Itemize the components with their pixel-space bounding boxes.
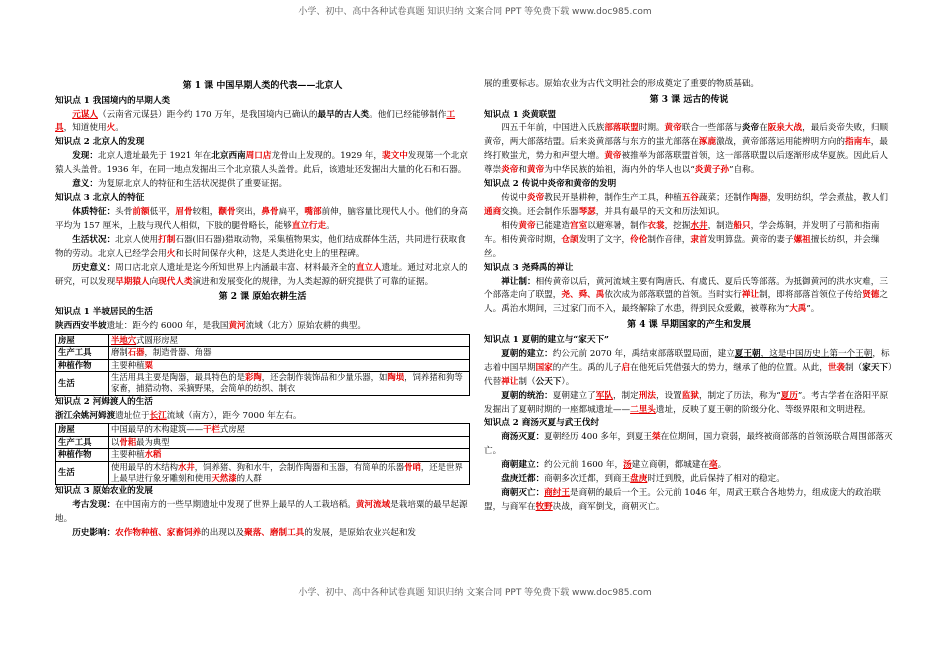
- banpo-intro: [55, 320, 470, 334]
- text: 制（: [518, 376, 536, 387]
- text: 教民开垦耕种，制作生产工具，种植: [544, 193, 682, 204]
- label: 商朝建立：: [501, 460, 545, 471]
- text: 遗址：距今约 6000 年，是我国: [106, 320, 229, 331]
- label: 生活状况：: [72, 234, 116, 245]
- text: 被推举为部落联盟首领，这一部落联盟以后逐渐形成华夏族。因此后人尊崇: [484, 151, 888, 176]
- term: 黄帝: [664, 123, 682, 134]
- term: 前额: [132, 206, 150, 217]
- text: ”。考古学者在洛阳平原发掘出了夏朝时期的一座都城遗址——: [484, 390, 889, 415]
- text: 的出现以及: [201, 527, 245, 538]
- text: （云南省元谋县）距今约 170 万年，是我国境内已确认的: [97, 109, 318, 120]
- text: 北京人遗址最先于 1921 年在: [97, 151, 212, 162]
- shang-fall-paragraph: [484, 487, 894, 515]
- hemudu-intro: [55, 410, 470, 424]
- text: 北京人使用: [115, 234, 159, 245]
- text: 制（: [845, 362, 863, 373]
- text: 联合一些部落与: [681, 123, 742, 134]
- table-row: [56, 424, 470, 436]
- text: 演进和发展变化的规律，为人类起源的研究提供了可靠的证据。: [192, 276, 434, 287]
- text: ，发明纺织，学会煮盐，教人们: [767, 193, 889, 204]
- page-footer: 小学、初中、高中各种试卷真题 知识归纳 文案合同 PPT 等免费下载 www.doc985.com: [298, 588, 652, 598]
- table-cell: [109, 359, 470, 371]
- term: 火: [166, 248, 176, 259]
- text: 决战，商军倒戈，商朝灭亡。: [552, 501, 665, 512]
- text: 主要种植: [111, 449, 145, 460]
- shang-founding-paragraph: [484, 459, 894, 473]
- term: 炎黄子孙: [694, 165, 730, 176]
- text: 遗址，反映了夏王朝的阶级分化、等级界限和文明进程。: [655, 404, 871, 415]
- text: 低平，: [149, 206, 176, 217]
- term: 商纣王: [544, 488, 570, 499]
- discovery-paragraph: [55, 150, 470, 178]
- text: 周口店北京人遗址是迄今所知世界上内涵最丰富、材料最齐全的: [115, 262, 356, 273]
- text: 和: [518, 165, 528, 176]
- features-paragraph: [55, 206, 470, 234]
- lesson3-kp2: 知识点 2 传说中炎帝和黄帝的发明: [484, 179, 617, 190]
- term: 宫室: [569, 220, 588, 231]
- term: 琴瑟: [578, 206, 596, 217]
- term: 公天下: [535, 376, 562, 387]
- text: 相传: [501, 220, 519, 231]
- text: ，还会制作装饰品和少量乐器，如: [261, 371, 388, 382]
- text: 生活用具主要是陶器，最具特色的是: [111, 371, 245, 382]
- term: 世袭: [827, 362, 846, 373]
- text: 最为典型: [136, 436, 170, 447]
- term-earliest: 最早的古人类: [317, 109, 370, 120]
- text: ，标志着中国早期: [484, 348, 890, 373]
- label: 夏朝的统治：: [501, 390, 553, 401]
- table-cell: [109, 371, 470, 395]
- banpo-table: [55, 334, 470, 396]
- text: ，饲养猪和狗等家畜，捕猎动物、采摘野果，会简单的纺织、制衣: [111, 371, 463, 394]
- text: 制，即将部落首领位子传给: [759, 290, 863, 301]
- row-header: 生活: [56, 371, 109, 395]
- table-cell: [109, 461, 470, 485]
- term: 指南车: [844, 137, 871, 148]
- table-cell: [109, 424, 470, 436]
- text: 。: [115, 123, 124, 134]
- pangeng-paragraph: [484, 473, 894, 487]
- term: 现代人类: [158, 276, 193, 287]
- lesson3-kp3: 知识点 3 尧舜禹的禅让: [484, 262, 574, 273]
- row-header: 种植作物: [56, 449, 109, 461]
- term: 贤德: [862, 290, 880, 301]
- term-fire: 火: [106, 123, 116, 134]
- term: 禅让: [501, 376, 519, 387]
- huangdi-paragraph: [484, 220, 894, 262]
- shang-tang-paragraph: [484, 431, 894, 459]
- text: 和长时间保存火种，这是人类进化史上的里程碑。: [175, 248, 365, 259]
- left-column: [55, 78, 470, 541]
- lesson1-kp1: 知识点 1 我国境内的早期人类: [55, 95, 171, 106]
- term: 陶埙: [387, 371, 405, 382]
- text: 使用最早的木结构: [111, 461, 178, 472]
- term: 长江: [149, 410, 167, 421]
- term: 汤: [623, 460, 632, 471]
- yuanmou-paragraph: [55, 109, 470, 137]
- text: 为中华民族的始祖，海内外的华人也以“: [544, 165, 695, 176]
- text: 在中国南方的一些早期遗址中发现了世界上最早的人工栽培稻。: [115, 500, 356, 511]
- label: 夏朝的建立：: [501, 348, 553, 359]
- text: ，这是中国历史上第一个: [760, 348, 856, 359]
- text: 。: [717, 460, 727, 471]
- text: 式圆形房屋: [136, 334, 178, 345]
- term: 亳: [709, 460, 718, 471]
- label: 商汤灭夏：: [501, 432, 545, 443]
- text: 擅长纺织，并会缫丝。: [484, 234, 880, 259]
- text: ，知道使用: [63, 123, 107, 134]
- lesson4-kp1: 知识点 1 夏朝的建立与“家天下”: [484, 334, 609, 345]
- term: 直立人: [355, 262, 382, 273]
- text: 发明了文字，: [578, 234, 631, 245]
- text: 依次成为部落联盟的首领。当时实行: [604, 290, 742, 301]
- text: ”。: [806, 304, 820, 315]
- term: 夏历: [780, 390, 798, 401]
- row-header: 种植作物: [56, 359, 109, 371]
- text: ”自称。: [729, 165, 760, 176]
- text: 在位期间，国力衰弱，最终被商部落的首领汤联合周围部落灭亡。: [484, 432, 893, 457]
- table-cell: [109, 449, 470, 461]
- term: 黄帝: [604, 151, 622, 162]
- life-paragraph: [55, 234, 470, 262]
- term: 半地穴: [111, 334, 137, 345]
- term: 二里头: [630, 404, 656, 415]
- term: 刑法: [638, 390, 656, 401]
- text: 蔬菜；还制作: [698, 193, 751, 204]
- term: 王朝: [855, 348, 873, 359]
- text: ，饲养猪、狗和水牛，会制作陶器和玉器，有简单的乐器: [194, 461, 405, 472]
- table-row: [56, 347, 470, 359]
- term: 炎帝: [501, 165, 519, 176]
- table-cell: [109, 334, 470, 346]
- table-cell: [109, 347, 470, 359]
- term: 早期猿人: [115, 276, 150, 287]
- table-row: [56, 359, 470, 371]
- term: 水井: [178, 461, 195, 472]
- term: 彩陶: [245, 371, 262, 382]
- text: 激战，黄帝部落运用能辨明方向的: [716, 137, 845, 148]
- text: 夏朝经历 400 多年，到夏王: [544, 432, 652, 443]
- label: 历史影响：: [72, 527, 116, 538]
- text: 头骨: [115, 206, 133, 217]
- term: 天然漆: [211, 472, 237, 483]
- lesson2-kp3: 知识点 3 原始农业的发展: [55, 486, 153, 497]
- text: 主要种植: [111, 359, 145, 370]
- text: 之人。禹治水期间，三过家门而不入，最终解除了水患，得到民众爱戴，被尊称为“: [484, 290, 889, 315]
- term: 陕西西安半坡: [55, 320, 107, 331]
- term: 水稻: [144, 449, 162, 460]
- significance-paragraph: [55, 178, 470, 192]
- text: 流域（南方），距今 7000 年左右。: [166, 410, 302, 421]
- table-cell: [109, 436, 470, 448]
- text: 时期。: [638, 123, 665, 134]
- term: 粟: [144, 359, 153, 370]
- row-header: 房屋: [56, 334, 109, 346]
- text: 向: [149, 276, 159, 287]
- row-header: 生活: [56, 461, 109, 485]
- text: 较粗，: [192, 206, 219, 217]
- term: 衣裳: [647, 220, 665, 231]
- text: 中国最早的木构建筑——: [111, 424, 204, 435]
- text: 四五千年前，中国进入氏族: [501, 123, 605, 134]
- term: 陶器: [750, 193, 768, 204]
- text: 发现第一个北京猿人头盖骨。1936 年，在同一地点发掘出三个北京猿人头盖骨。此后，该遗址还发掘出大量的化石和石器。: [55, 151, 468, 176]
- term: 启: [621, 362, 631, 373]
- term: 尧、舜、禹: [561, 290, 605, 301]
- label: 意义：: [72, 179, 98, 190]
- text: 约公元前 2070 年，禹结束部落联盟局面，建立: [552, 348, 735, 359]
- text: ，制定了历法，称为“: [698, 390, 781, 401]
- term: 部落联盟: [604, 123, 639, 134]
- term: 打制: [158, 234, 176, 245]
- term: 通商: [484, 206, 502, 217]
- table-row: [56, 334, 470, 346]
- text: 是商朝的最后一个王。公元前 1046 年，周武王联合各地势力，组成庞大的政治联盟，与商军在: [484, 488, 881, 512]
- text: 突出，: [235, 206, 262, 217]
- term: 干栏: [203, 424, 220, 435]
- term: 伶伦: [630, 234, 648, 245]
- text: 遗址位于: [115, 410, 150, 421]
- yanhuang-paragraph: [484, 122, 894, 178]
- text: 遗址。通过对北京人的研究，可以发现: [55, 262, 468, 287]
- label: 禅让制：: [501, 276, 536, 287]
- term: 国家: [535, 362, 553, 373]
- term: 聚落、磨制工具: [244, 527, 305, 538]
- term-yuanmou: 元谋人: [72, 109, 98, 120]
- text: ，并具有最早的天文和历法知识。: [595, 206, 725, 217]
- term: 水井: [690, 220, 708, 231]
- xia-founding-paragraph: [484, 348, 894, 390]
- term: 浙江余姚河姆渡: [55, 410, 116, 421]
- text: 以: [111, 436, 120, 447]
- archaeology-paragraph: [55, 499, 470, 527]
- term: 牧野: [535, 501, 553, 512]
- term: 炎帝: [526, 193, 545, 204]
- text: 商朝多次迁都，到商王: [544, 474, 631, 485]
- text: 式房屋: [219, 424, 245, 435]
- row-header: 生产工具: [56, 347, 109, 359]
- row-header: 房屋: [56, 424, 109, 436]
- term: 盘庚: [630, 474, 648, 485]
- lesson2-kp1: 知识点 1 半坡居民的生活: [55, 307, 153, 318]
- history-paragraph: [55, 262, 470, 290]
- label: 发现：: [72, 151, 98, 162]
- term: 桀: [651, 432, 661, 443]
- term: 北京西南: [211, 151, 246, 162]
- label: 商朝灭亡：: [501, 488, 545, 499]
- term: 鼻骨: [261, 206, 279, 217]
- impact-continued: 展的重要标志。原始农业为古代文明社会的形成奠定了重要的物质基础。: [484, 79, 760, 89]
- text: 龙骨山上发现的。1929 年，: [271, 151, 382, 162]
- text: ，设置: [655, 390, 682, 401]
- term: 隶首: [690, 234, 708, 245]
- text: 在: [759, 123, 768, 134]
- term: 黄帝: [518, 220, 536, 231]
- text: 流域（北方）原始农耕的典型。: [245, 320, 366, 331]
- page-header: 小学、初中、高中各种试卷真题 知识归纳 文案合同 PPT 等免费下载 www.doc985.com: [298, 7, 652, 17]
- text: 为复原北京人的特征和生活状况提供了重要证据。: [97, 179, 288, 190]
- term: 农作物种植、家畜饲养: [115, 527, 202, 538]
- text: ）。: [561, 376, 575, 387]
- term: 船只: [733, 220, 751, 231]
- text: 扁平，: [278, 206, 305, 217]
- text: 以避寒暑，制作: [587, 220, 648, 231]
- text: 。他们已经能够制作: [369, 109, 447, 120]
- text: ，制造骨器、角器: [144, 347, 212, 358]
- yandi-paragraph: [484, 192, 894, 220]
- term: 骨耜: [119, 436, 137, 447]
- text: 建立商朝，都城建在: [631, 460, 710, 471]
- term: 黄帝: [527, 165, 545, 176]
- text: 约公元前 1600 年，: [544, 460, 624, 471]
- term: 裴文中: [382, 151, 408, 162]
- term: 军队: [595, 390, 613, 401]
- lesson2-title: 第 2 课 原始农耕生活: [218, 292, 307, 303]
- term: 周口店: [245, 151, 272, 162]
- text: 石器(旧石器)猎取动物，采集植物果实，他们结成群体生活，共同进行获取食物的劳动。北京人已经学会用: [55, 234, 466, 259]
- label: 体质特征：: [72, 206, 116, 217]
- label: 盘庚迁都：: [501, 474, 545, 485]
- term: 禅让: [741, 290, 760, 301]
- term: 炎帝: [741, 123, 760, 134]
- text: 相传黄帝以后，黄河流域主要有陶唐氏、有虞氏、夏后氏等部落。为抵御黄河的洪水灾难，三个部落走向了联盟，: [484, 276, 888, 301]
- text: ，最后炎帝失败，归顺黄帝，两大部落结盟。后来炎黄部落与东方的蚩尤部落在: [484, 123, 889, 148]
- xia-rule-paragraph: [484, 390, 894, 418]
- lesson3-kp1: 知识点 1 炎黄联盟: [484, 109, 557, 120]
- text: ，还是世界上最早进行象牙雕刻和使用: [111, 461, 463, 483]
- lesson4-title: 第 4 课 早期国家的产生和发展: [627, 320, 751, 331]
- impact-paragraph: [55, 527, 470, 541]
- text: ，挖掘: [664, 220, 691, 231]
- right-column: [484, 78, 894, 515]
- text: ，制定: [612, 390, 639, 401]
- text: 制作音律，: [647, 234, 691, 245]
- text: 前伸，脑容量比现代人小。他们的身高平均为 157 厘米，上肢与现代人相似，下肢的腿骨略长，能够: [55, 206, 468, 231]
- term: 骨哨: [404, 461, 421, 472]
- text: 在他死后凭借强大的势力，继承了他的位置。从此，: [630, 362, 828, 373]
- term: 夏王朝: [734, 348, 761, 359]
- text: 的发展，是原始农业兴起和发: [304, 527, 417, 538]
- text: 夏朝建立了: [552, 390, 596, 401]
- term: 直立行走: [291, 220, 327, 231]
- term: 仓颉: [561, 234, 579, 245]
- term: 监狱: [681, 390, 699, 401]
- text: ，最终打败蚩尤，势力和声望大增。: [484, 137, 888, 162]
- text: 的人群: [236, 472, 262, 483]
- term: 眉骨: [175, 206, 193, 217]
- row-header: 生产工具: [56, 436, 109, 448]
- text: ，学会炼铜，并发明了弓箭和指南车。相传黄帝时期，: [484, 220, 880, 245]
- text: 是栽培粟的最早起源地。: [55, 500, 468, 525]
- text: 传说中: [501, 193, 527, 204]
- label: 考古发现：: [72, 500, 116, 511]
- lesson1-kp3: 知识点 3 北京人的特征: [55, 193, 145, 204]
- text: 。: [326, 220, 335, 231]
- lesson3-title: 第 3 课 远古的传说: [649, 94, 729, 105]
- lesson2-kp2: 知识点 2 河姆渡人的生活: [55, 396, 153, 407]
- term: 黄河: [228, 320, 246, 331]
- table-row: [56, 371, 470, 395]
- term: 黄河流域: [355, 500, 391, 511]
- text: 的产生。禹的儿子: [552, 362, 622, 373]
- hemudu-table: [55, 423, 470, 485]
- table-row: [56, 461, 470, 485]
- term: 石器: [127, 347, 145, 358]
- text: 已能建造: [535, 220, 570, 231]
- table-row: [56, 436, 470, 448]
- lesson4-kp2: 知识点 2 商汤灭夏与武王伐纣: [484, 418, 600, 429]
- term: 大禹: [789, 304, 807, 315]
- term: 家天下: [862, 362, 889, 373]
- term: 涿鹿: [698, 137, 717, 148]
- text: ，制造: [707, 220, 734, 231]
- text: 发明算盘。黄帝的妻子: [707, 234, 794, 245]
- term: 阪泉大战: [767, 123, 803, 134]
- text: 磨制: [111, 347, 128, 358]
- table-row: [56, 449, 470, 461]
- shanrang-paragraph: [484, 276, 894, 318]
- term-tools: 工具: [55, 109, 456, 134]
- term: 嫘祖: [793, 234, 811, 245]
- lesson1-kp2: 知识点 2 北京人的发现: [55, 137, 145, 148]
- text: ）代替: [484, 362, 893, 387]
- term: 颧骨: [218, 206, 236, 217]
- text: 交换。还会制作乐器: [501, 206, 579, 217]
- lesson1-title: 第 1 课 中国早期人类的代表——北京人: [182, 81, 343, 91]
- term: 嘴部: [304, 206, 322, 217]
- term: 五谷: [681, 193, 699, 204]
- label: 历史意义：: [72, 262, 116, 273]
- text: 时迁到殷，此后保持了相对的稳定。: [647, 474, 785, 485]
